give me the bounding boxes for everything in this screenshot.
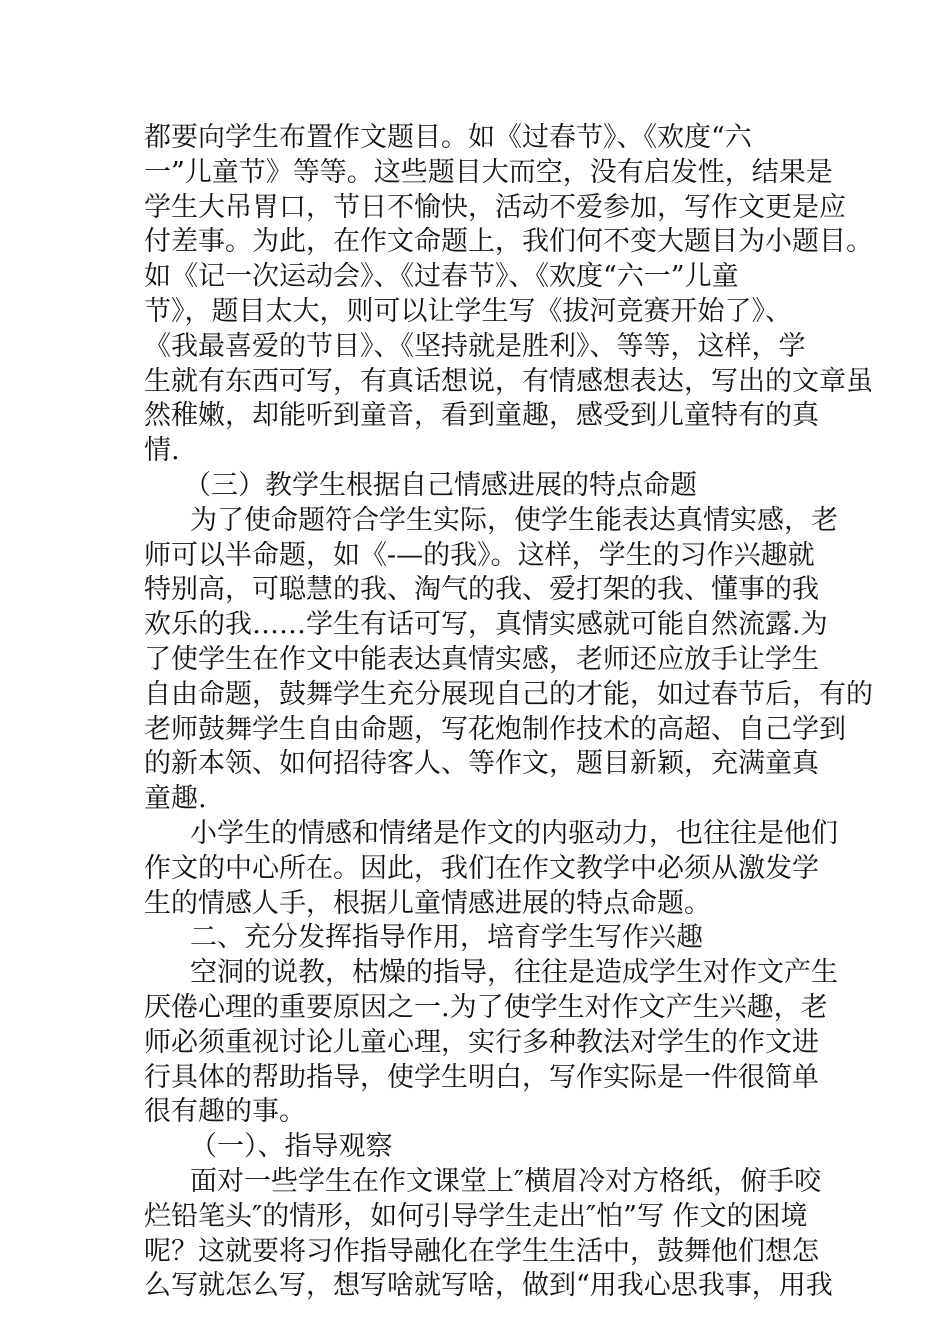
text-line: 《我最喜爱的节目》、《坚持就是胜利》、等等，这样，学 [144,330,806,362]
paragraph-first-line: 空洞的说教，枯燥的指导，往往是造成学生对作文产生 [190,957,838,989]
text-line: 付差事。为此，在作文命题上，我们何不变大题目为小题目。 [144,226,873,258]
section-heading: （一）、指导观察 [190,1131,393,1163]
text-line: 欢乐的我……学生有话可写，真情实感就可能自然流露.为 [144,609,828,641]
section-heading: （三）教学生根据自己情感进展的特点命题 [184,469,697,501]
text-line: 节》，题目太大，则可以让学生写《拔河竞赛开始了》、 [144,295,792,327]
text-line: 如《记一次运动会》、《过春节》、《欢度“六一”儿童 [144,261,739,293]
text-line: 生的情感人手，根据儿童情感进展的特点命题。 [144,887,711,919]
text-line: 烂铅笔头″的情形，如何引导学生走出″怕”写 作文的困境 [144,1200,808,1232]
text-line: 生就有东西可写，有真话想说，有情感想表达，写出的文章虽 [144,365,873,397]
text-line: 学生大吊胃口，节日不愉快，活动不爱参加，写作文更是应 [144,191,846,223]
document-body [144,121,873,1304]
text-line: 都要向学生布置作文题目。如《过春节》、《欢度“六 [144,122,752,153]
text-line: 厌倦心理的重要原因之一.为了使学生对作文产生兴趣，老 [144,991,828,1023]
text-line: 童趣. [144,783,207,815]
text-line: 作文的中心所在。因此，我们在作文教学中必须从激发学 [144,852,819,884]
paragraph-first-line: 为了使命题符合学生实际，使学生能表达真情实感，老 [190,504,838,536]
text-line: 情. [144,435,180,467]
text-line: 么写就怎么写，想写啥就写啥，做到“用我心思我事，用我 [144,1270,833,1302]
text-line: 了使学生在作文中能表达真情实感，老师还应放手让学生 [144,643,819,675]
text-line: 自由命题，鼓舞学生充分展现自己的才能，如过春节后，有的 [144,678,873,710]
text-line: 的新本领、如何招待客人、等作文，题目新颖，充满童真 [144,748,819,780]
paragraph-first-line: 面对一些学生在作文课堂上″横眉冷对方格纸，俯手咬 [190,1165,822,1197]
paragraph-first-line: 小学生的情感和情绪是作文的内驱动力，也往往是他们 [190,817,838,849]
text-line: 然稚嫩，却能听到童音，看到童趣，感受到儿童特有的真 [144,400,819,432]
text-line: 行具体的帮助指导，使学生明白，写作实际是一件很简单 [144,1061,819,1093]
text-line: 很有趣的事。 [144,1096,306,1128]
text-line: 师必须重视讨论儿童心理，实行多种教法对学生的作文进 [144,1026,819,1058]
text-line: 一”儿童节》等等。这些题目大而空，没有启发性，结果是 [144,156,833,188]
text-line: 师可以半命题，如《-—的我》。这样，学生的习作兴趣就 [144,539,815,571]
section-heading: 二、充分发挥指导作用，培育学生写作兴趣 [190,922,703,954]
text-line: 特别高，可聪慧的我、淘气的我、爱打架的我、懂事的我 [144,574,819,606]
text-line: 呢？这就要将习作指导融化在学生生活中，鼓舞他们想怎 [144,1235,819,1267]
text-line: 老师鼓舞学生自由命题，写花炮制作技术的高超、自己学到 [144,713,846,745]
